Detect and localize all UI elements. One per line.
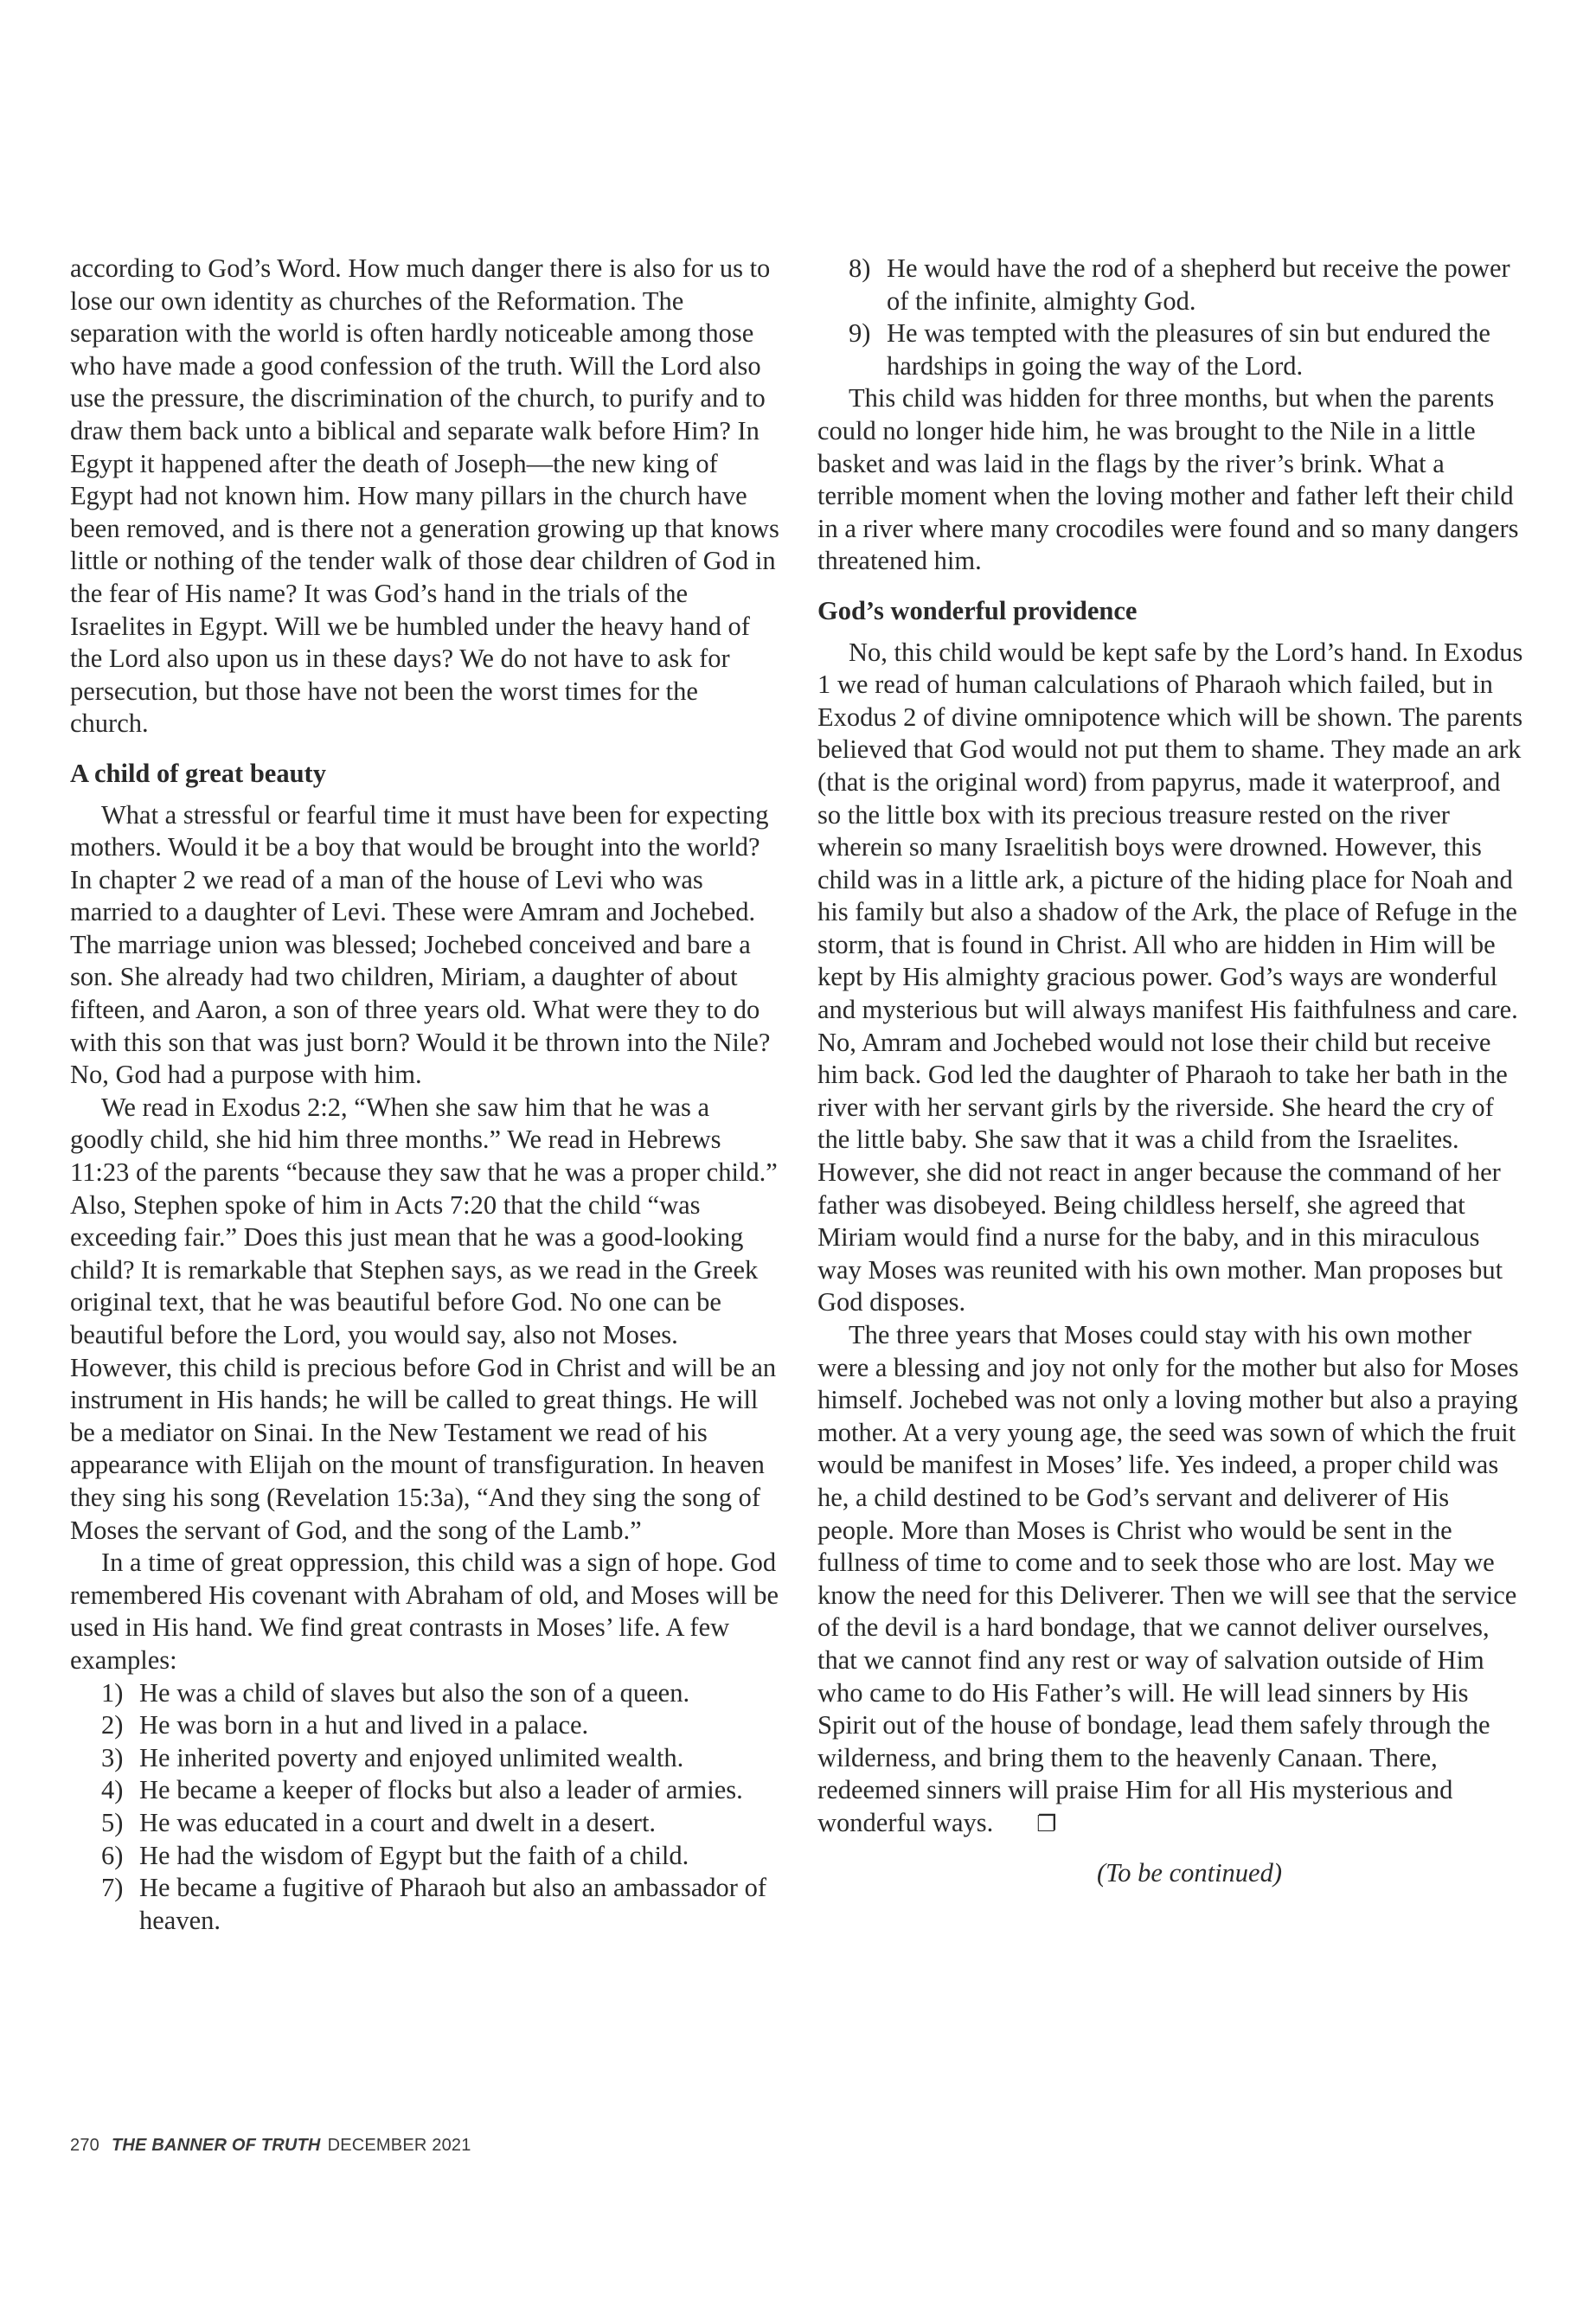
closing-paragraph [817,1319,1527,1842]
paragraph: No, this child would be kept safe by the Lord’s hand. In Exodus 1 we read of human calculations of Pharaoh which failed, but in Exodus 2 of divine omnipotence which will be shown. The parents believed that God would not put them to shame. They made an ark (that is the original word) from papyrus, made it waterproof, and so the little box with its precious treasure rested on the river wherein so many Israelitish boys were drowned. However, this child was in a little ark, a picture of the hiding place for Noah and his family but also a shadow of the Ark, the place of Refuge in the storm, that is found in Christ. All who are hidden in Him will be kept by His almighty gracious power. God’s ways are wonderful and mysterious but will always manifest His faithfulness and care. No, Amram and Jochebed would not lose their child but receive him back. God led the daughter of Pharaoh to take her bath in the river with her servant girls by the riverside. She heard the cry of the little baby. She saw that it was a child from the Israelites. However, she did not react in anger because the command of her father was disobeyed. Being childless herself, she agreed that Miriam would find a nurse for the baby, and in this miraculous way Moses was reunited with his own mother. Man proposes but God disposes. [817,637,1523,1317]
section-heading-beauty: A child of great beauty [70,758,326,788]
list-item [101,1774,779,1807]
list-item [849,253,1527,317]
issue-date: DECEMBER 2021 [327,2136,471,2155]
list-text: He became a fugitive of Pharaoh but also an ambassador of heaven. [139,1873,766,1935]
list-number: 6) [101,1840,124,1870]
list-item [101,1709,779,1742]
list-number: 4) [101,1775,124,1805]
paragraph: What a stressful or fearful time it must have been for expecting mothers. Would it be a boy that would be brought into the world? In chapter 2 we read of a man of the house of Levi who was married to a daughter of Levi. These were Amram and Jochebed. The marriage union was blessed; Jochebed conceived and bare a son. She already had two children, Miriam, a daughter of about fifteen, and Aaron, a son of three years old. What were they to do with this son that was just born? Would it be thrown into the Nile? No, God had a purpose with him. [70,799,771,1090]
paragraph: This child was hidden for three months, but when the parents could no longer hide him, he was brought to the Nile in a little basket and was laid in the flags by the river’s brink. What a terrible moment when the loving mother and father left their child in a river where many crocodiles were found and so many dangers threatened him. [817,383,1519,576]
page-footer [70,2136,471,2156]
list-number: 8) [849,253,871,283]
list-text: He was tempted with the pleasures of sin but endured the hardships in going the way of the Lord. [887,318,1490,381]
contrast-list-continued [817,253,1527,382]
list-number: 7) [101,1873,124,1903]
list-text: He was educated in a court and dwelt in a desert. [139,1807,657,1837]
list-number: 5) [101,1807,124,1837]
right-column [817,253,1527,1889]
list-number: 2) [101,1710,124,1740]
list-number: 3) [101,1742,124,1772]
contrast-list [70,1677,779,1938]
list-text: He was a child of slaves but also the son of a queen. [139,1677,690,1708]
list-text: He was born in a hut and lived in a palace. [139,1710,589,1740]
section-heading-providence: God’s wonderful providence [817,595,1138,625]
list-number: 1) [101,1677,124,1708]
list-item [101,1677,779,1710]
list-text: He became a keeper of flocks but also a leader of armies. [139,1775,743,1805]
list-item [101,1742,779,1775]
publication-title: THE BANNER OF TRUTH [111,2136,321,2155]
list-item [101,1872,779,1937]
paragraph: We read in Exodus 2:2, “When she saw him that he was a goodly child, she hid him three months.” We read in Hebrews 11:23 of the parents “because they saw that he was a proper child.” Also, Stephen spoke of him in Acts 7:20 that the child “was exceeding fair.” Does this just mean that he was a good-looking child? It is remarkable that Stephen says, as we read in the Greek original text, that he was beautiful before God. No one can be beautiful before the Lord, you would say, also not Moses. However, this child is precious before God in Christ and will be an instrument in His hands; he will be called to great things. He will be a mediator on Sinai. In the New Testament we read of his appearance with Elijah on the mount of transfiguration. In heaven they sing his song (Revelation 15:3a), “And they sing the song of Moses the servant of God, and the song of the Lamb.” [70,1092,778,1545]
intro-paragraph: according to God’s Word. How much danger there is also for us to lose our own identity as churches of the Reformation. The separation with the world is often hardly noticeable among those who have made a good confession of the truth. Will the Lord also use the pressure, the discrimination of the church, to purify and to draw them back unto a biblical and separate walk before Him? In Egypt it happened after the death of Joseph—the new king of Egypt had not known him. How many pillars in the church have been removed, and is there not a generation growing up that knows little or nothing of the tender walk of those dear children of God in the fear of His name? It was God’s hand in the trials of the Israelites in Egypt. Will we be humbled under the heavy hand of the Lord also upon us in these days? We do not have to ask for persecution, but those have not been the worst times for the church. [70,253,779,739]
list-item [849,317,1527,382]
page-number: 270 [70,2136,99,2155]
paragraph: In a time of great oppression, this child was a sign of hope. God remembered His covenant with Abraham of old, and Moses will be used in His hand. We find great contrasts in Moses’ life. A few examples: [70,1548,779,1675]
closing-text: The three years that Moses could stay with his own mother were a blessing and joy not only for the mother but also for Moses himself. Jochebed was not only a loving mother but also a praying mother. At a very young age, the seed was sown of which the fruit would be manifest in Moses’ life. Yes indeed, a proper child was he, a child destined to be God’s servant and deliverer of His people. More than Moses is Christ who would be sent in the fullness of time to come and to seek those who are lost. May we know the need for this Deliverer. Then we will see that the service of the devil is a hard bondage, that we cannot deliver ourselves, that we cannot find any rest or way of salvation outside of Him who came to do His Father’s will. He will lead sinners by His Spirit out of the house of bondage, lead them safely through the wilderness, and bring them to the heavenly Canaan. There, redeemed sinners will praise Him for all His mysterious and wonderful ways. [817,1320,1519,1837]
list-text: He inherited poverty and enjoyed unlimited wealth. [139,1742,684,1772]
list-text: He had the wisdom of Egypt but the faith of a child. [139,1840,689,1870]
to-be-continued: (To be continued) [1096,1857,1283,1888]
list-number: 9) [849,318,871,349]
left-column [70,253,779,1937]
list-item [101,1807,779,1840]
list-item [101,1840,779,1873]
end-mark-icon: ❐ [1036,1811,1057,1837]
list-text: He would have the rod of a shepherd but receive the power of the infinite, almighty God. [887,253,1510,316]
